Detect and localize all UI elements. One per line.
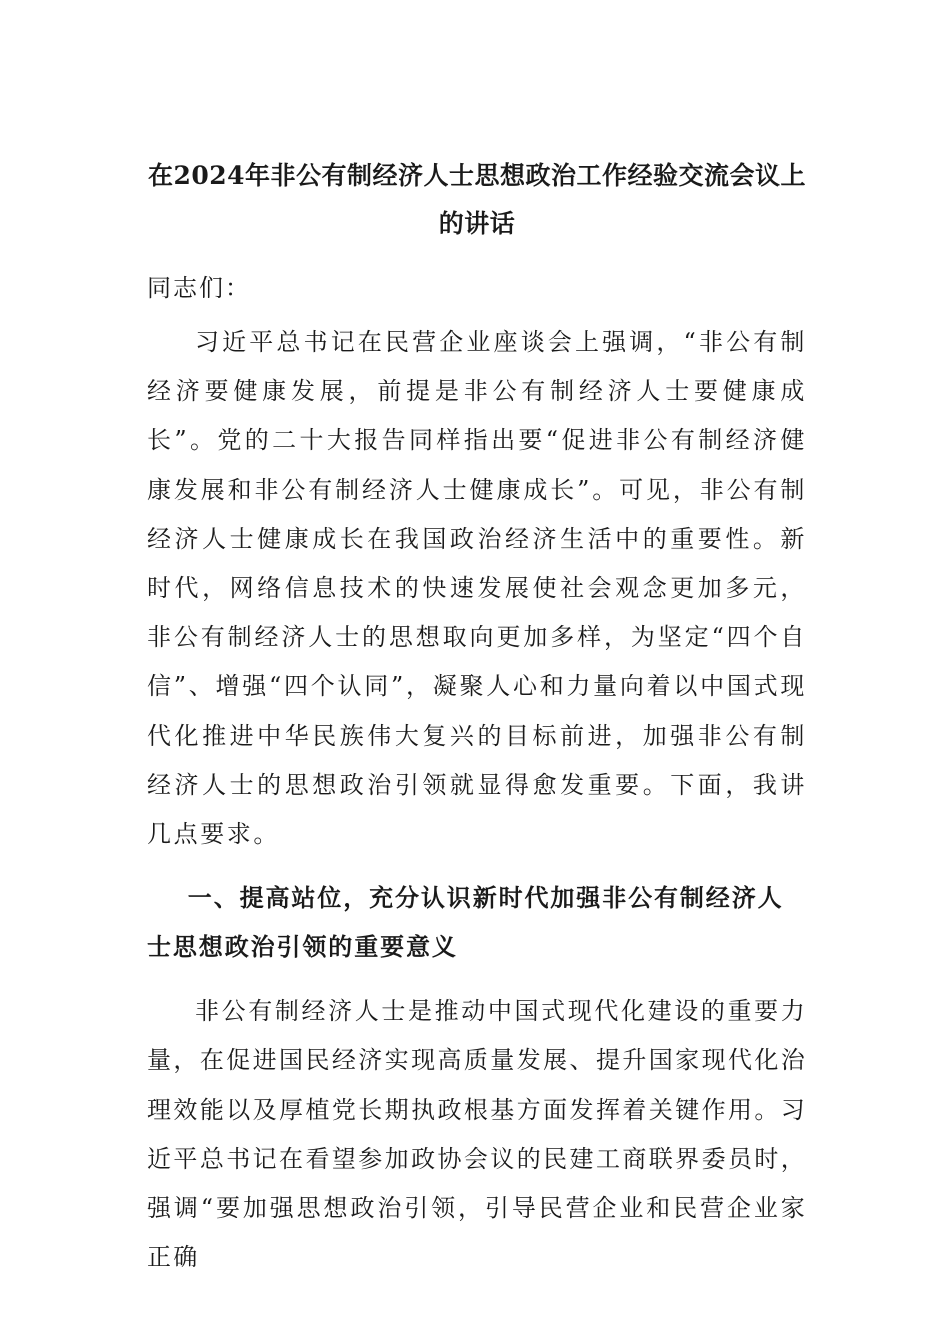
section-heading-1: 一、提高站位，充分认识新时代加强非公有制经济人士思想政治引领的重要意义 (147, 884, 784, 962)
document-title-line-1: 在2024年非公有制经济人士思想政治工作经验交流会议上 (147, 161, 807, 190)
salutation: 同志们： (147, 274, 251, 302)
paragraph-intro: 习近平总书记在民营企业座谈会上强调，“非公有制经济要健康发展，前提是非公有制经济人士要健康成长”。党的二十大报告同样指出要“促进非公有制经济健康发展和非公有制经济人士健康成长”。可见，非公有制经济人士健康成长在我国政治经济生活中的重要性。新时代，网络信息技术的快速发展使社会观念更加多元，非公有制经济人士的思想取向更加多样，为坚定“四个自信”、增强“四个认同”，凝聚人心和力量向着以中国式现代化推进中华民族伟大复兴的目标前进，加强非公有制经济人士的思想政治引领就显得愈发重要。下面，我讲几点要求。 (147, 328, 807, 849)
document-title (147, 152, 807, 248)
document-body (147, 152, 807, 1282)
document-title-line-2: 的讲话 (438, 209, 516, 238)
paragraph-section-1: 非公有制经济人士是推动中国式现代化建设的重要力量，在促进国民经济实现高质量发展、提升国家现代化治理效能以及厚植党长期执政根基方面发挥着关键作用。习近平总书记在看望参加政协会议的民建工商联界委员时，强调“要加强思想政治引领，引导民营企业和民营企业家正确 (147, 997, 807, 1272)
